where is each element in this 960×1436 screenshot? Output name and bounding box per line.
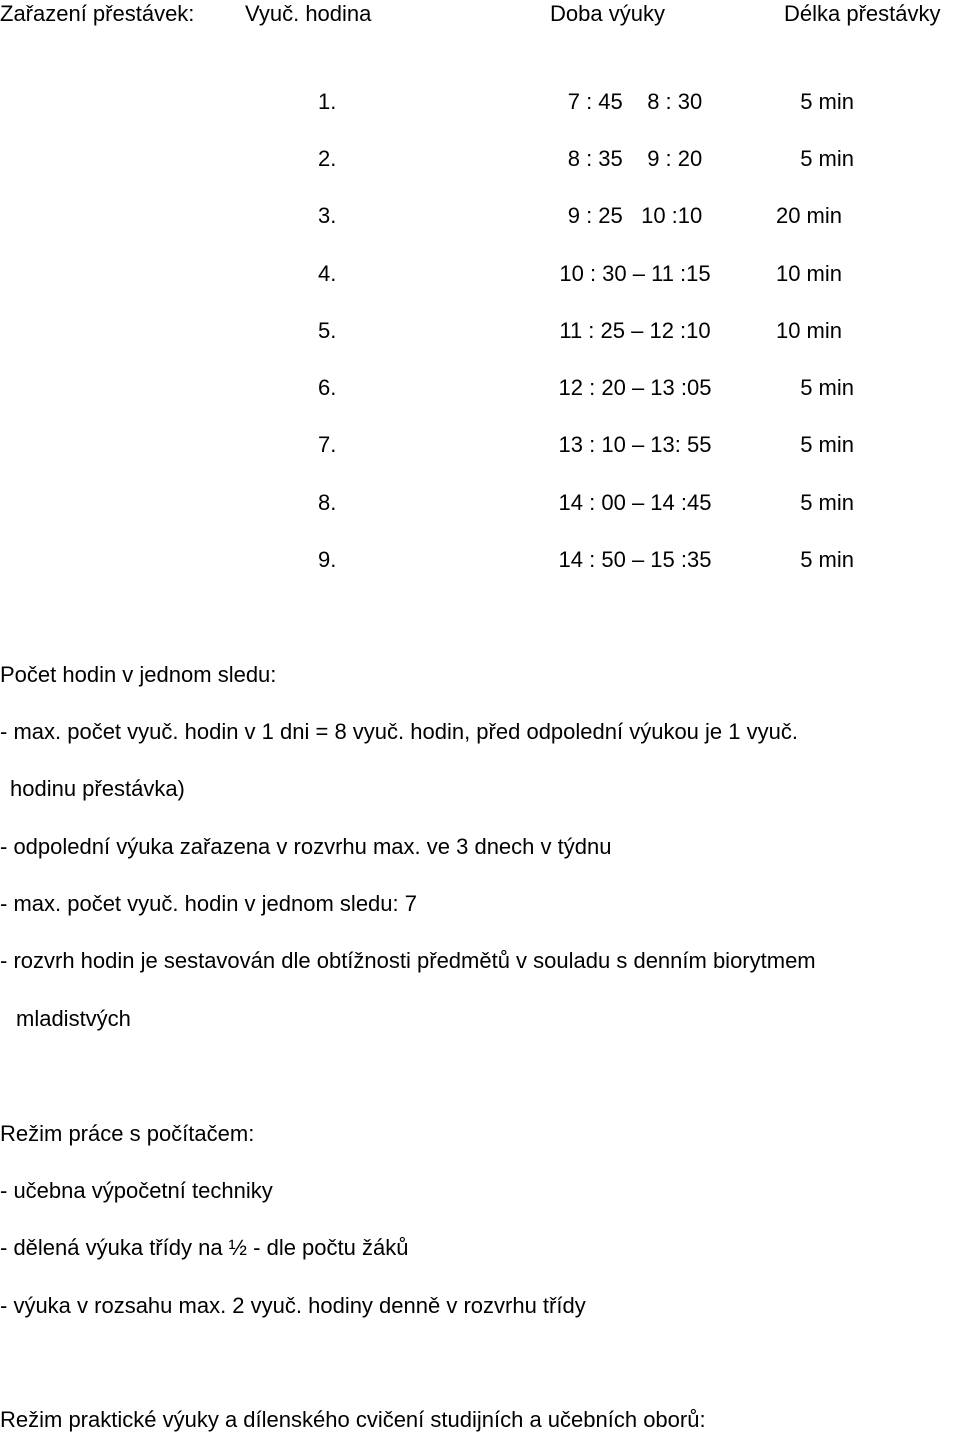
lesson-time: 11 : 25 – 12 :10	[559, 318, 711, 343]
practical-heading: Režim praktické výuky a dílenského cvičení studijních a učebních oborů:	[0, 1407, 706, 1432]
sequence-item: hodinu přestávka)	[10, 776, 185, 801]
lesson-time: 14 : 50 – 15 :35	[558, 547, 712, 572]
break-length: 20 min	[775, 203, 842, 228]
table-row	[0, 88, 960, 116]
table-row	[0, 317, 960, 345]
computer-item: - výuka v rozsahu max. 2 vyuč. hodiny denně v rozvrhu třídy	[0, 1293, 586, 1318]
table-row	[0, 431, 960, 459]
table-row	[0, 145, 960, 173]
lesson-time: 7 : 45 8 : 30	[567, 89, 703, 114]
sequence-item: mladistvých	[16, 1006, 131, 1031]
table-row	[0, 489, 960, 517]
computer-item: - učebna výpočetní techniky	[0, 1178, 273, 1203]
lesson-number: 1.	[318, 89, 337, 114]
lesson-number: 4.	[318, 261, 337, 286]
break-length: 5 min	[800, 146, 854, 171]
lesson-time: 12 : 20 – 13 :05	[558, 375, 712, 400]
table-row	[0, 546, 960, 574]
sequence-heading: Počet hodin v jednom sledu:	[0, 662, 277, 687]
lesson-number: 5.	[318, 318, 337, 343]
computer-heading: Režim práce s počítačem:	[0, 1121, 255, 1146]
lesson-number: 3.	[318, 203, 337, 228]
lesson-time: 14 : 00 – 14 :45	[558, 490, 712, 515]
sequence-item: - max. počet vyuč. hodin v jednom sledu: 7	[0, 891, 417, 916]
lesson-number: 2.	[318, 146, 337, 171]
lesson-number: 6.	[318, 375, 337, 400]
lesson-time: 10 : 30 – 11 :15	[559, 261, 711, 286]
table-row	[0, 374, 960, 402]
computer-item: - dělená výuka třídy na ½ - dle počtu žáků	[0, 1235, 409, 1260]
table-row	[0, 202, 960, 230]
break-length: 10 min	[775, 318, 842, 343]
lesson-number: 9.	[318, 547, 337, 572]
column-header-break-length: Délka přestávky	[784, 1, 941, 26]
break-length: 5 min	[800, 490, 854, 515]
breaks-label: Zařazení přestávek:	[0, 1, 195, 26]
column-header-teaching-time: Doba výuky	[550, 1, 665, 26]
column-header-lesson: Vyuč. hodina	[245, 1, 372, 26]
lesson-number: 7.	[318, 432, 337, 457]
sequence-item: - max. počet vyuč. hodin v 1 dni = 8 vyuč. hodin, před odpolední výukou je 1 vyuč.	[0, 719, 798, 744]
table-row	[0, 260, 960, 288]
lesson-time: 9 : 25 10 :10	[567, 203, 703, 228]
break-length: 5 min	[800, 547, 854, 572]
break-length: 5 min	[800, 432, 854, 457]
lesson-number: 8.	[318, 490, 337, 515]
sequence-item: - odpolední výuka zařazena v rozvrhu max. ve 3 dnech v týdnu	[0, 834, 612, 859]
lesson-time: 13 : 10 – 13: 55	[558, 432, 712, 457]
break-length: 10 min	[775, 261, 842, 286]
break-length: 5 min	[800, 375, 854, 400]
sequence-item: - rozvrh hodin je sestavován dle obtížnosti předmětů v souladu s denním biorytmem	[0, 948, 816, 973]
lesson-time: 8 : 35 9 : 20	[567, 146, 703, 171]
break-length: 5 min	[800, 89, 854, 114]
